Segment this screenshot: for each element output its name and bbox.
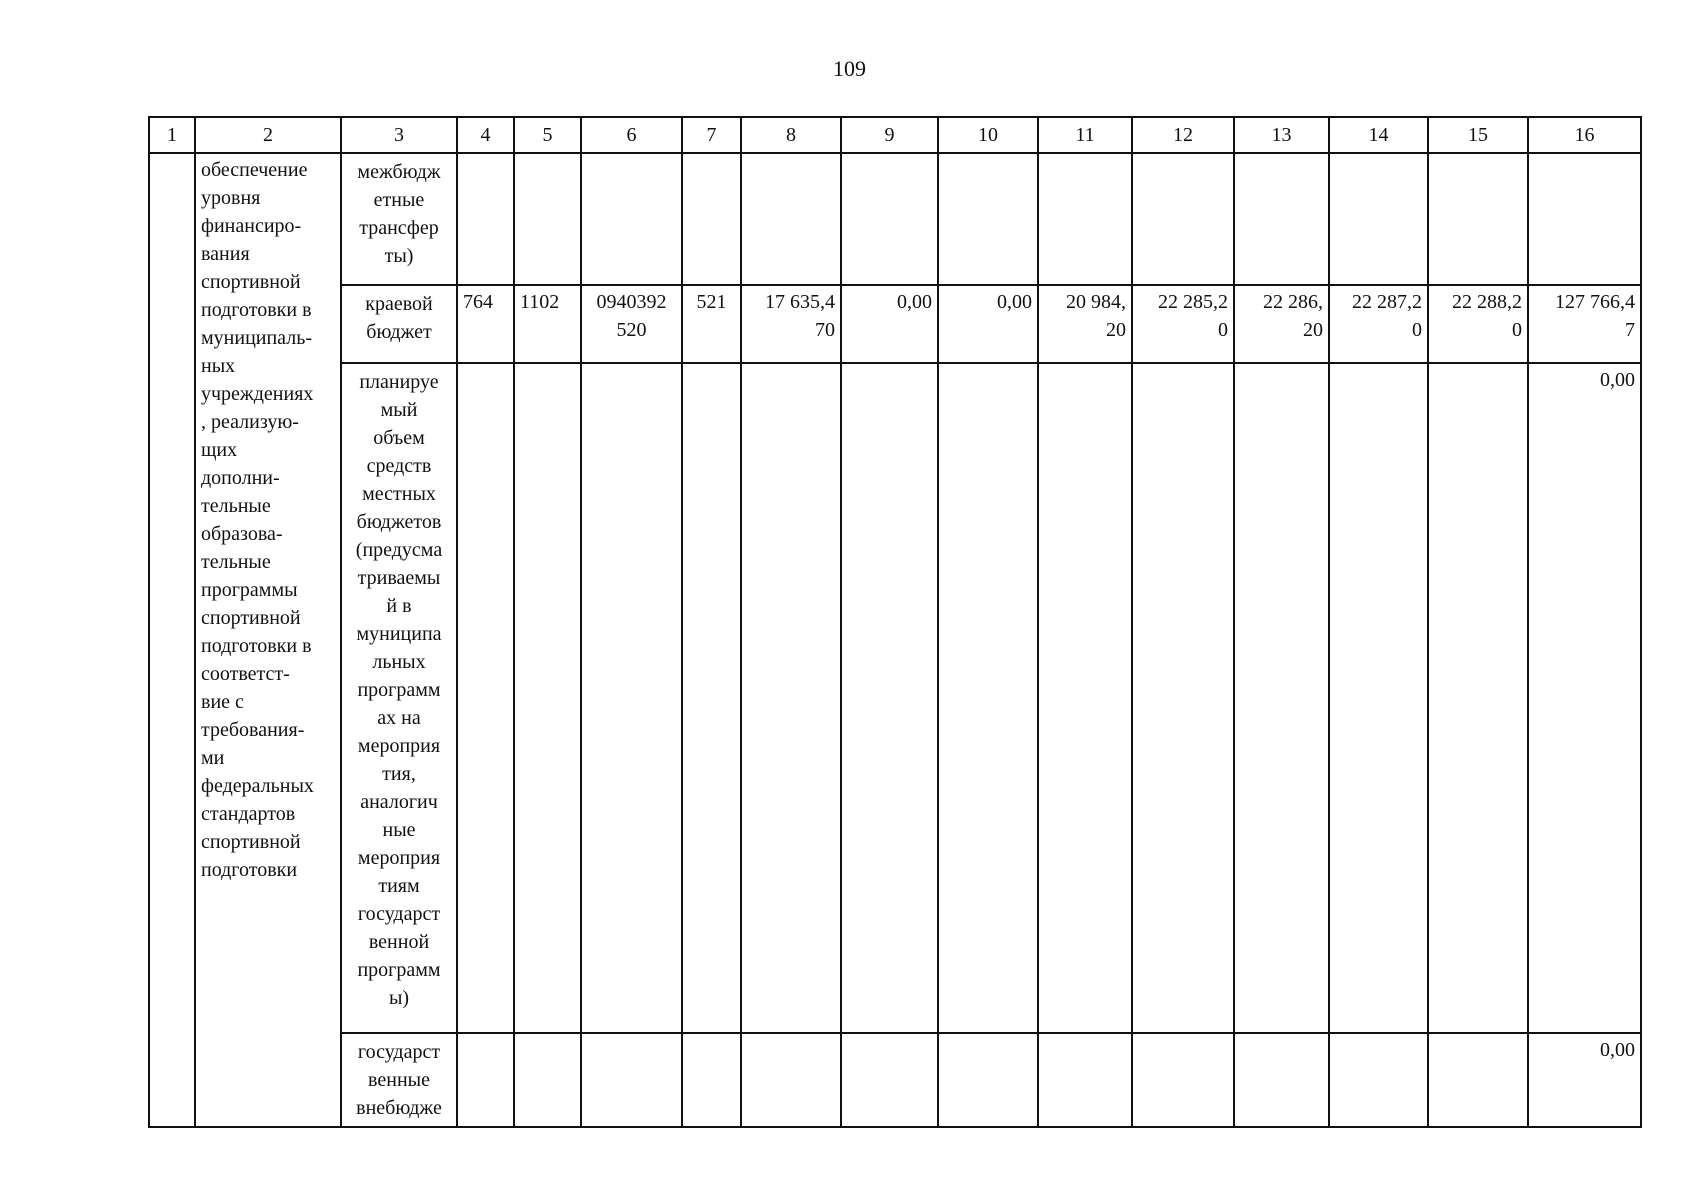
table-cell	[1234, 153, 1329, 285]
table-cell: 0,00	[1528, 1033, 1641, 1127]
table-cell	[1038, 1033, 1132, 1127]
table-cell	[741, 363, 841, 1033]
table-cell	[457, 153, 514, 285]
table-cell: 22 287,2 0	[1329, 285, 1428, 363]
table-cell: 127 766,4 7	[1528, 285, 1641, 363]
header-row	[149, 117, 1641, 153]
table-row	[149, 153, 1641, 285]
table-cell	[1329, 153, 1428, 285]
table-cell	[1038, 153, 1132, 285]
table-cell: 22 285,2 0	[1132, 285, 1234, 363]
column-header: 7	[682, 117, 741, 153]
table-row	[149, 363, 1641, 1033]
table-cell	[841, 1033, 938, 1127]
column-header: 4	[457, 117, 514, 153]
table-cell: 22 286, 20	[1234, 285, 1329, 363]
column-header: 13	[1234, 117, 1329, 153]
funding-source: краевой бюджет	[341, 285, 457, 363]
column-header: 2	[195, 117, 341, 153]
table-cell	[938, 1033, 1038, 1127]
table-cell	[741, 1033, 841, 1127]
table-cell	[1428, 1033, 1528, 1127]
table-cell: 0,00	[1528, 363, 1641, 1033]
table-cell	[841, 363, 938, 1033]
column-header: 9	[841, 117, 938, 153]
table-cell	[741, 153, 841, 285]
table-cell	[581, 1033, 682, 1127]
page-number: 109	[833, 56, 866, 81]
table-cell	[938, 153, 1038, 285]
table-cell	[1428, 363, 1528, 1033]
funding-source: планируе мый объем средств местных бюджетов (предусма триваемы й в муниципа льных программ ах на мероприя тия, аналогич ные мероприя тиям государст венной программ ы)	[341, 363, 457, 1033]
column-header: 1	[149, 117, 195, 153]
table-cell	[682, 153, 741, 285]
table-cell	[1234, 1033, 1329, 1127]
funding-source: межбюдж етные трансфер ты)	[341, 153, 457, 285]
column-header: 5	[514, 117, 581, 153]
column-header: 15	[1428, 117, 1528, 153]
column-header: 6	[581, 117, 682, 153]
funding-source: государст венные внебюдже	[341, 1033, 457, 1127]
table-cell	[1528, 153, 1641, 285]
column-header: 16	[1528, 117, 1641, 153]
table-cell	[514, 363, 581, 1033]
table-cell	[514, 153, 581, 285]
table-cell	[938, 363, 1038, 1033]
row-number-cell	[149, 153, 195, 1127]
table-cell	[1329, 363, 1428, 1033]
table-cell: 0,00	[938, 285, 1038, 363]
table-cell: 0940392 520	[581, 285, 682, 363]
budget-table	[148, 116, 1642, 1128]
table-cell	[682, 1033, 741, 1127]
column-header: 11	[1038, 117, 1132, 153]
table-cell: 22 288,2 0	[1428, 285, 1528, 363]
column-header: 10	[938, 117, 1038, 153]
table-row	[149, 1033, 1641, 1127]
table-row	[149, 285, 1641, 363]
table-cell	[1132, 363, 1234, 1033]
table-cell: 20 984, 20	[1038, 285, 1132, 363]
column-header: 12	[1132, 117, 1234, 153]
table-cell: 764	[457, 285, 514, 363]
table-cell	[1038, 363, 1132, 1033]
table-cell	[841, 153, 938, 285]
table-cell	[581, 153, 682, 285]
table-cell	[581, 363, 682, 1033]
table-cell	[514, 1033, 581, 1127]
table-cell	[1234, 363, 1329, 1033]
table-cell	[1132, 153, 1234, 285]
table-cell	[1428, 153, 1528, 285]
table-cell	[457, 1033, 514, 1127]
table-cell: 521	[682, 285, 741, 363]
table-cell	[1132, 1033, 1234, 1127]
column-header: 3	[341, 117, 457, 153]
table-cell: 1102	[514, 285, 581, 363]
table-cell	[1329, 1033, 1428, 1127]
table-cell	[682, 363, 741, 1033]
column-header: 8	[741, 117, 841, 153]
table-cell: 17 635,4 70	[741, 285, 841, 363]
activity-description: обеспечение уровня финансиро- вания спортивной подготовки в муниципаль- ных учреждениях , реализую- щих дополни- тельные образова- тельные программы спортивной подготовки в соответст- вие с требования- ми федеральных стандартов спортивной подготовки	[195, 153, 341, 1127]
column-header: 14	[1329, 117, 1428, 153]
table-cell	[457, 363, 514, 1033]
table-cell: 0,00	[841, 285, 938, 363]
